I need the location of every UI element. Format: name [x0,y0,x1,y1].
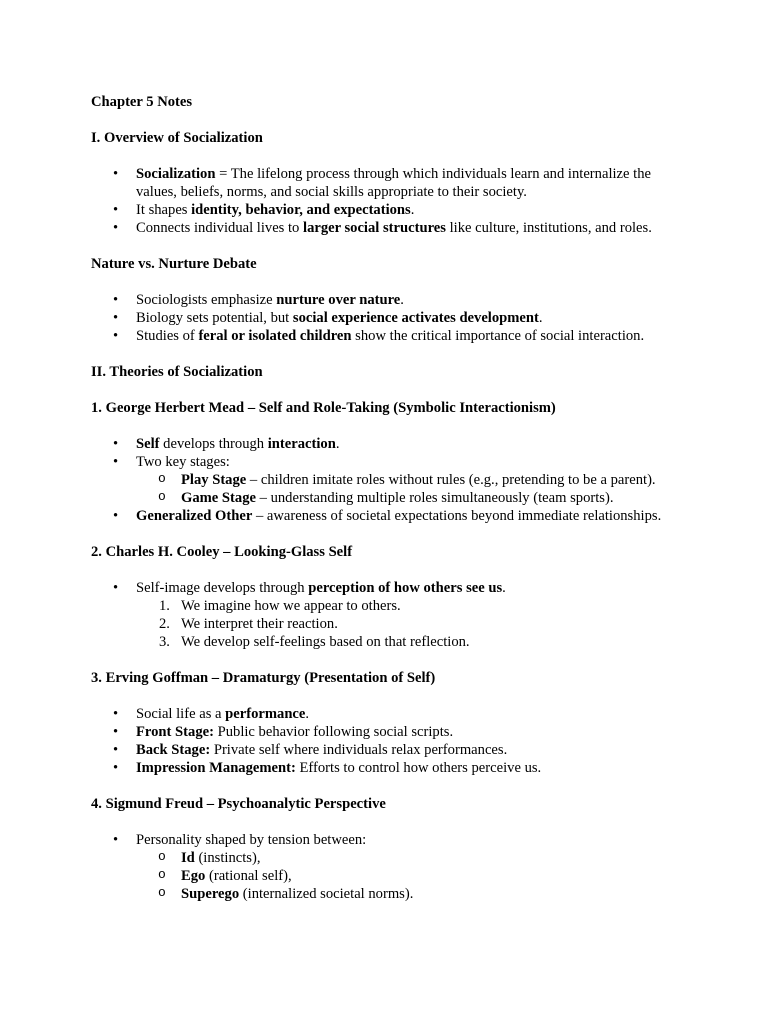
list-item: • Generalized Other – awareness of societal expectations beyond immediate relationships. [91,507,691,525]
mead-list [91,435,691,525]
nature-nurture-list [91,291,691,345]
list-item: • Impression Management: Efforts to control how others perceive us. [91,759,691,777]
list-item: • Self develops through interaction. [91,435,691,453]
freud-structures-list [136,849,691,903]
list-item: • Self-image develops through perception of how others see us. 1. We imagine how we appear to others. 2. We interpret their reaction. 3. We develop self-feelings based on that reflection. [91,579,691,651]
mead-stages-list [136,471,691,507]
list-item: o Superego (internalized societal norms). [136,885,691,903]
goffman-list [91,705,691,777]
cooley-steps-list [136,597,691,651]
list-item: 1. We imagine how we appear to others. [159,598,401,614]
overview-list [91,165,691,237]
list-item: 3. We develop self-feelings based on that reflection. [159,634,470,650]
list-item: • Back Stage: Private self where individuals relax performances. [91,741,691,759]
document-page [91,93,691,921]
list-item: • Personality shaped by tension between: o Id (instincts), o Ego (rational self), o Superego (internalized societal norms). [91,831,691,903]
list-item: 2. We interpret their reaction. [159,616,338,632]
list-item: • Two key stages: o Play Stage – children imitate roles without rules (e.g., pretending to be a parent). o Game Stage – understanding multiple roles simultaneously (team sports). [91,453,691,507]
list-item: o Play Stage – children imitate roles without rules (e.g., pretending to be a parent). [136,471,691,489]
list-item: • Social life as a performance. [91,705,691,723]
list-item: o Ego (rational self), [136,867,691,885]
document-title: Chapter 5 Notes [91,94,193,110]
list-item: • Studies of feral or isolated children show the critical importance of social interaction. [91,327,691,345]
list-item: • Connects individual lives to larger social structures like culture, institutions, and roles. [91,219,691,237]
cooley-list [91,579,691,651]
list-item: o Id (instincts), [136,849,691,867]
list-item: • Sociologists emphasize nurture over nature. [91,291,691,309]
subheading-goffman: 3. Erving Goffman – Dramaturgy (Presentation of Self) [91,670,436,686]
list-item: o Game Stage – understanding multiple roles simultaneously (team sports). [136,489,691,507]
list-item: • Front Stage: Public behavior following social scripts. [91,723,691,741]
list-item: • It shapes identity, behavior, and expectations. [91,201,691,219]
section-heading-theories: II. Theories of Socialization [91,364,263,380]
subheading-cooley: 2. Charles H. Cooley – Looking-Glass Self [91,544,353,560]
subheading-freud: 4. Sigmund Freud – Psychoanalytic Perspective [91,796,386,812]
subheading-mead: 1. George Herbert Mead – Self and Role-Taking (Symbolic Interactionism) [91,400,556,416]
section-heading-overview: I. Overview of Socialization [91,130,263,146]
section-heading-nature-nurture: Nature vs. Nurture Debate [91,256,257,272]
list-item: • Biology sets potential, but social experience activates development. [91,309,691,327]
freud-list [91,831,691,903]
list-item: • Socialization = The lifelong process through which individuals learn and internalize the values, beliefs, norms, and social skills appropriate to their society. [91,165,691,201]
